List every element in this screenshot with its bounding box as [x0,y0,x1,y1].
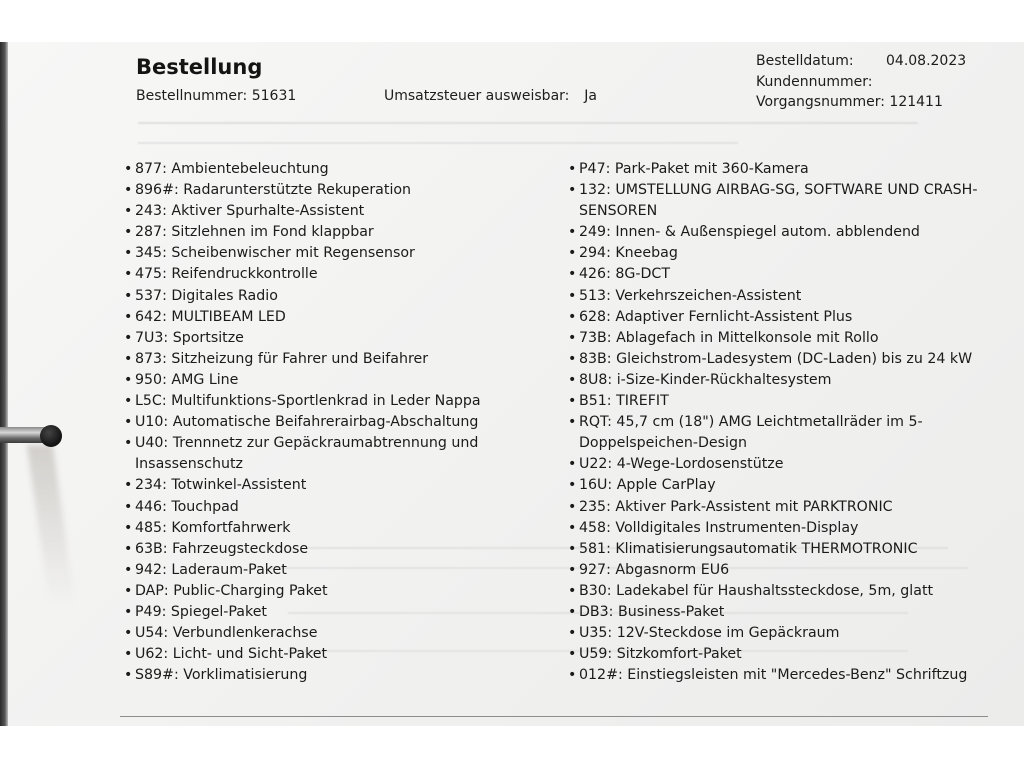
equipment-item: • 642: MULTIBEAM LED [124,307,544,328]
folder-edge [0,42,8,726]
equipment-item: • 7U3: Sportsitze [124,328,544,349]
customer-number-label: Kundennummer: [756,74,873,90]
equipment-item: • 132: UMSTELLUNG AIRBAG-SG, SOFTWARE UND CRASH-SENSOREN [568,180,978,222]
equipment-item: • 243: Aktiver Spurhalte-Assistent [124,201,544,222]
equipment-item: • U62: Licht- und Sicht-Paket [124,644,544,665]
equipment-item: • RQT: 45,7 cm (18") AMG Leichtmetallräder im 5-Doppelspeichen-Design [568,412,978,454]
equipment-item: • 896#: Radarunterstützte Rekuperation [124,180,544,201]
equipment-item: • 446: Touchpad [124,497,544,518]
order-number-value: 51631 [251,88,297,104]
process-number-value: 121411 [889,94,943,110]
equipment-item: • DAP: Public-Charging Paket [124,581,544,602]
equipment-item: • 942: Laderaum-Paket [124,560,544,581]
equipment-list-left [124,159,544,686]
equipment-item: • B51: TIREFIT [568,391,978,412]
equipment-item: • 927: Abgasnorm EU6 [568,560,978,581]
equipment-item: • 950: AMG Line [124,370,544,391]
photo-bottom-margin [0,726,1024,768]
vat-label: Umsatzsteuer ausweisbar: [384,88,570,104]
equipment-item: • 012#: Einstiegsleisten mit "Mercedes-Benz" Schriftzug [568,665,978,686]
equipment-item: • 234: Totwinkel-Assistent [124,475,544,496]
equipment-item: • 877: Ambientebeleuchtung [124,159,544,180]
equipment-item: • 513: Verkehrszeichen-Assistent [568,286,978,307]
equipment-item: • P47: Park-Paket mit 360-Kamera [568,159,978,180]
order-number-row [136,88,296,104]
order-date-label: Bestelldatum: [756,53,854,69]
reverse-side-bleed [138,142,738,154]
equipment-item: • U59: Sitzkomfort-Paket [568,644,978,665]
order-number-label: Bestellnummer: [136,88,248,104]
page-title: Bestellung [136,55,263,79]
vat-row [384,88,597,104]
equipment-item: • L5C: Multifunktions-Sportlenkrad in Leder Nappa [124,391,544,412]
equipment-item: • B30: Ladekabel für Haushaltssteckdose, 5m, glatt [568,581,978,602]
equipment-item: • 16U: Apple CarPlay [568,475,978,496]
equipment-item: • U10: Automatische Beifahrerairbag-Abschaltung [124,412,544,433]
footer-rule [120,716,988,717]
vat-value: Ja [584,88,597,104]
equipment-item: • U40: Trennnetz zur Gepäckraumabtrennung und Insassenschutz [124,433,544,475]
equipment-item: • 235: Aktiver Park-Assistent mit PARKTRONIC [568,497,978,518]
process-number-label: Vorgangsnummer: [756,94,885,110]
equipment-item: • 458: Volldigitales Instrumenten-Display [568,518,978,539]
reverse-side-bleed [138,122,918,134]
equipment-item: • U22: 4-Wege-Lordosenstütze [568,454,978,475]
equipment-item: • 475: Reifendruckkontrolle [124,264,544,285]
pen-tip [40,425,62,447]
equipment-item: • 287: Sitzlehnen im Fond klappbar [124,222,544,243]
equipment-item: • 8U8: i-Size-Kinder-Rückhaltesystem [568,370,978,391]
equipment-item: • U54: Verbundlenkerachse [124,623,544,644]
equipment-list-right [568,159,978,686]
equipment-item: • 345: Scheibenwischer mit Regensensor [124,243,544,264]
equipment-item: • 63B: Fahrzeugsteckdose [124,539,544,560]
equipment-item: • 537: Digitales Radio [124,286,544,307]
equipment-item: • S89#: Vorklimatisierung [124,665,544,686]
equipment-item: • 83B: Gleichstrom-Ladesystem (DC-Laden) bis zu 24 kW [568,349,978,370]
equipment-item: • 294: Kneebag [568,243,978,264]
process-number-row [756,94,943,110]
equipment-item: • 249: Innen- & Außenspiegel autom. abblendend [568,222,978,243]
equipment-item: • 485: Komfortfahrwerk [124,518,544,539]
equipment-item: • 581: Klimatisierungsautomatik THERMOTRONIC [568,539,978,560]
order-date-value: 04.08.2023 [886,53,967,69]
equipment-item: • 426: 8G-DCT [568,264,978,285]
equipment-item: • 873: Sitzheizung für Fahrer und Beifahrer [124,349,544,370]
equipment-item: • U35: 12V-Steckdose im Gepäckraum [568,623,978,644]
equipment-item: • DB3: Business-Paket [568,602,978,623]
equipment-item: • 73B: Ablagefach in Mittelkonsole mit Rollo [568,328,978,349]
equipment-item: • 628: Adaptiver Fernlicht-Assistent Plus [568,307,978,328]
equipment-item: • P49: Spiegel-Paket [124,602,544,623]
